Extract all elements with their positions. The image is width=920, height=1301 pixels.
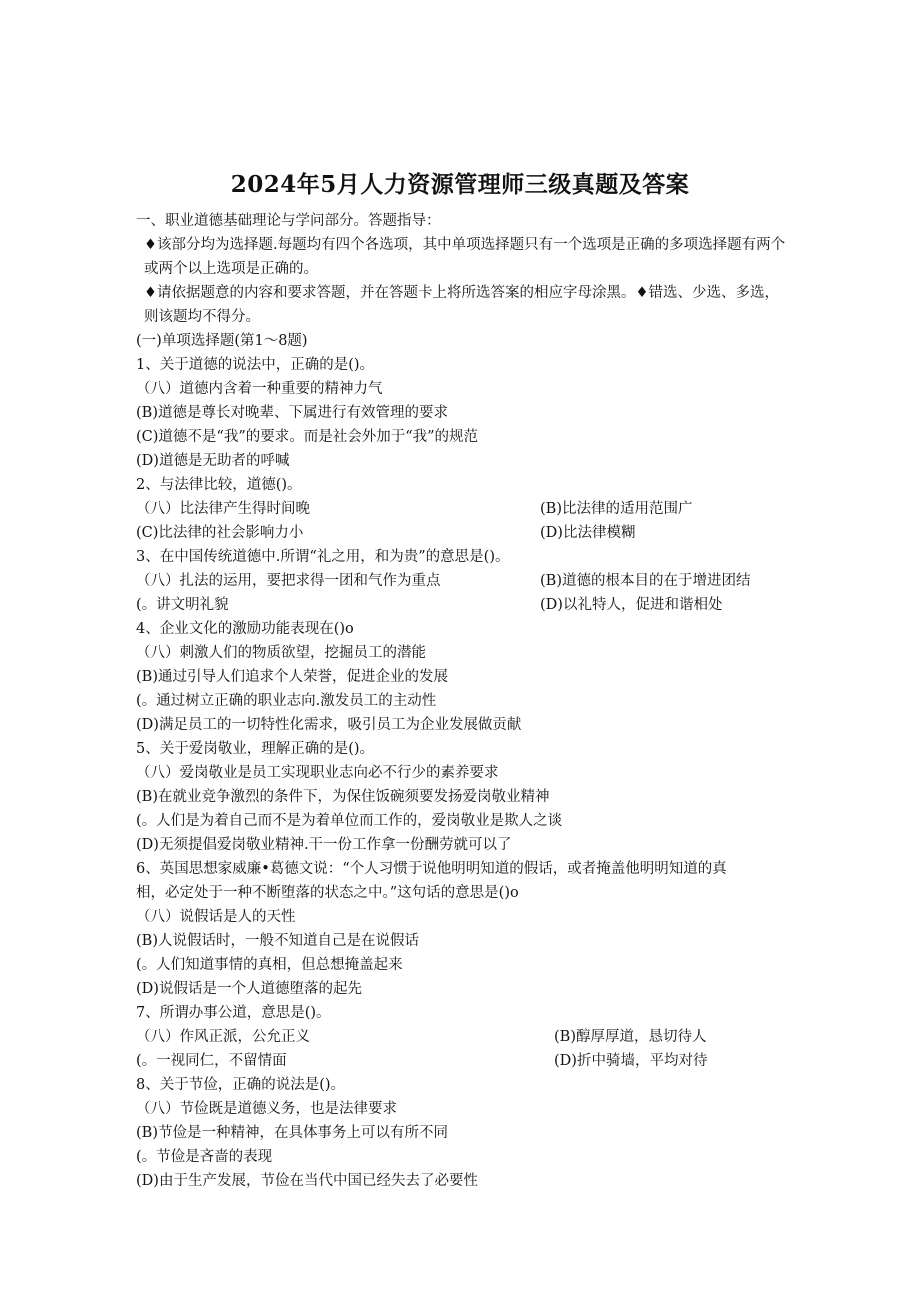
question-stem: 6、英国思想家威廉•葛德文说：“个人习惯于说他明明知道的假话，或者掩盖他明明知道的真 <box>136 861 727 877</box>
option-b: (B)在就业竞争激烈的条件下，为保住饭碗须要发扬爱岗敬业精神 <box>136 789 550 805</box>
option-d: (D)折中骑墙，平均对待 <box>554 1053 708 1069</box>
section-heading: 一、职业道德基础理论与学问部分。答题指导： <box>136 213 441 229</box>
option-c: (。通过树立正确的职业志向.激发员工的主动性 <box>136 693 437 709</box>
option-a: （八）节俭既是道德义务，也是法律要求 <box>136 1101 397 1117</box>
option-a: （八）扎法的运用，要把求得一团和气作为重点 <box>136 573 441 589</box>
sub-section-heading: (一)单项选择题(第1〜8题) <box>136 333 308 349</box>
option-a: （八）爱岗敬业是员工实现职业志向必不行少的素养要求 <box>136 765 499 781</box>
option-a: （八）作风正派，公允正义 <box>136 1029 310 1045</box>
option-row <box>136 521 786 545</box>
option-row <box>136 593 786 617</box>
option-b: (B)节俭是一种精神，在具体事务上可以有所不同 <box>136 1125 448 1141</box>
option-d: (D)满足员工的一切特性化需求，吸引员工为企业发展做贡献 <box>136 717 522 733</box>
option-a: （八）说假话是人的天性 <box>136 909 296 925</box>
option-row <box>136 1025 786 1049</box>
option-a: （八）刺激人们的物质欲望，挖掘员工的潜能 <box>136 645 426 661</box>
option-c: (。一视同仁，不留情面 <box>136 1053 287 1069</box>
option-a: （八）道德内含着一种重要的精神力气 <box>136 381 383 397</box>
option-b: (B)通过引导人们追求个人荣誉，促进企业的发展 <box>136 669 448 685</box>
option-b: (B)比法律的适用范围广 <box>540 501 693 517</box>
question-stem-continued: 相，必定处于一种不断堕落的状态之中。”这句话的意思是()o <box>136 885 519 901</box>
option-c: (C)道德不是“我”的要求。而是社会外加于“我”的规范 <box>136 429 479 445</box>
option-a: （八）比法律产生得时间晚 <box>136 501 310 517</box>
instruction-note-2: ♦请依据题意的内容和要求答题，并在答题卡上将所选答案的相应字母涂黑。♦错选、少选、多选，则该题均不得分。 <box>144 285 779 325</box>
document-title: 2024年5月人力资源管理师三级真题及答案 <box>230 171 690 198</box>
option-c: (C)比法律的社会影响力小 <box>136 525 304 541</box>
option-b: (B)人说假话时，一般不知道自己是在说假话 <box>136 933 419 949</box>
document-body <box>136 209 786 1193</box>
option-row <box>136 1049 786 1073</box>
question-stem: 4、企业文化的激励功能表现在()o <box>136 621 354 637</box>
option-d: (D)由于生产发展，节俭在当代中国已经失去了必要性 <box>136 1173 478 1189</box>
instruction-note-1: ♦该部分均为选择题.每题均有四个各选项，其中单项选择题只有一个选项是正确的多项选择题有两个或两个以上选项是正确的。 <box>144 237 786 277</box>
option-row <box>136 569 786 593</box>
question-stem: 3、在中国传统道德中.所谓“礼之用，和为贵”的意思是()。 <box>136 549 510 565</box>
question-stem: 1、关于道德的说法中，正确的是()。 <box>136 357 375 373</box>
option-b: (B)道德的根本目的在于增进团结 <box>540 573 751 589</box>
option-c: (。人们是为着自己而不是为着单位而工作的，爱岗敬业是欺人之谈 <box>136 813 563 829</box>
question-stem: 2、与法律比较，道德()。 <box>136 477 302 493</box>
option-row <box>136 497 786 521</box>
option-c: (。节俭是吝啬的表现 <box>136 1149 273 1165</box>
option-d: (D)说假话是一个人道德堕落的起先 <box>136 981 362 997</box>
option-c: (。讲文明礼貌 <box>136 597 229 613</box>
option-b: (B)道德是尊长对晚辈、下属进行有效管理的要求 <box>136 405 448 421</box>
option-c: (。人们知道事情的真相，但总想掩盖起来 <box>136 957 403 973</box>
option-d: (D)无须提倡爱岗敬业精神.干一份工作拿一份酬劳就可以了 <box>136 837 512 853</box>
question-stem: 7、所谓办事公道，意思是()。 <box>136 1005 331 1021</box>
option-d: (D)比法律模糊 <box>540 525 636 541</box>
option-b: (B)醇厚厚道，恳切待人 <box>554 1029 707 1045</box>
question-stem: 5、关于爱岗敬业，理解正确的是()。 <box>136 741 375 757</box>
option-d: (D)道德是无助者的呼喊 <box>136 453 290 469</box>
option-d: (D)以礼特人，促进和谐相处 <box>540 597 723 613</box>
question-stem: 8、关于节俭，正确的说法是()。 <box>136 1077 346 1093</box>
